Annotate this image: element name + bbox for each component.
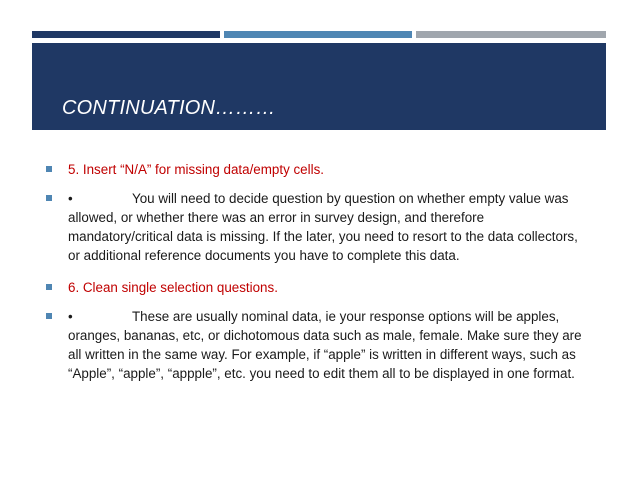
sub-bullet-dot: • xyxy=(68,191,73,206)
square-bullet-icon xyxy=(46,313,52,319)
list-item-empty-value-detail xyxy=(46,189,591,265)
bullet-text: 5. Insert “N/A” for missing data/empty cells. xyxy=(68,162,324,177)
bullet-text: You will need to decide question by question on whether empty value was allowed, or whether there was an error in survey design, and therefore mandatory/critical data is missing. If the later, you need to resort to the data collectors, or additional reference documents you have to complete this data. xyxy=(68,191,578,263)
stripe-mid-segment xyxy=(224,31,412,38)
list-item-nominal-data-detail xyxy=(46,307,591,383)
square-bullet-icon xyxy=(46,166,52,172)
sub-bullet-dot: • xyxy=(68,309,73,324)
stripe-light-segment xyxy=(416,31,606,38)
bullet-list xyxy=(46,160,591,393)
slide-title: CONTINUATION……… xyxy=(62,97,276,119)
bullet-text: These are usually nominal data, ie your response options will be apples, oranges, bananas, etc, or dichotomous data such as male, female. Make sure they are all written in the same way. For example, if “apple” is written in different ways, such as “Apple”, “apple”, “appple”, etc. you need to edit them all to be displayed in one format. xyxy=(68,309,582,381)
square-bullet-icon xyxy=(46,284,52,290)
list-item-insert-na xyxy=(46,160,591,179)
list-item-clean-single-selection xyxy=(46,278,591,297)
square-bullet-icon xyxy=(46,195,52,201)
bullet-text: 6. Clean single selection questions. xyxy=(68,280,278,295)
title-band xyxy=(32,43,606,130)
top-stripe-bar xyxy=(32,31,606,38)
stripe-dark-segment xyxy=(32,31,220,38)
